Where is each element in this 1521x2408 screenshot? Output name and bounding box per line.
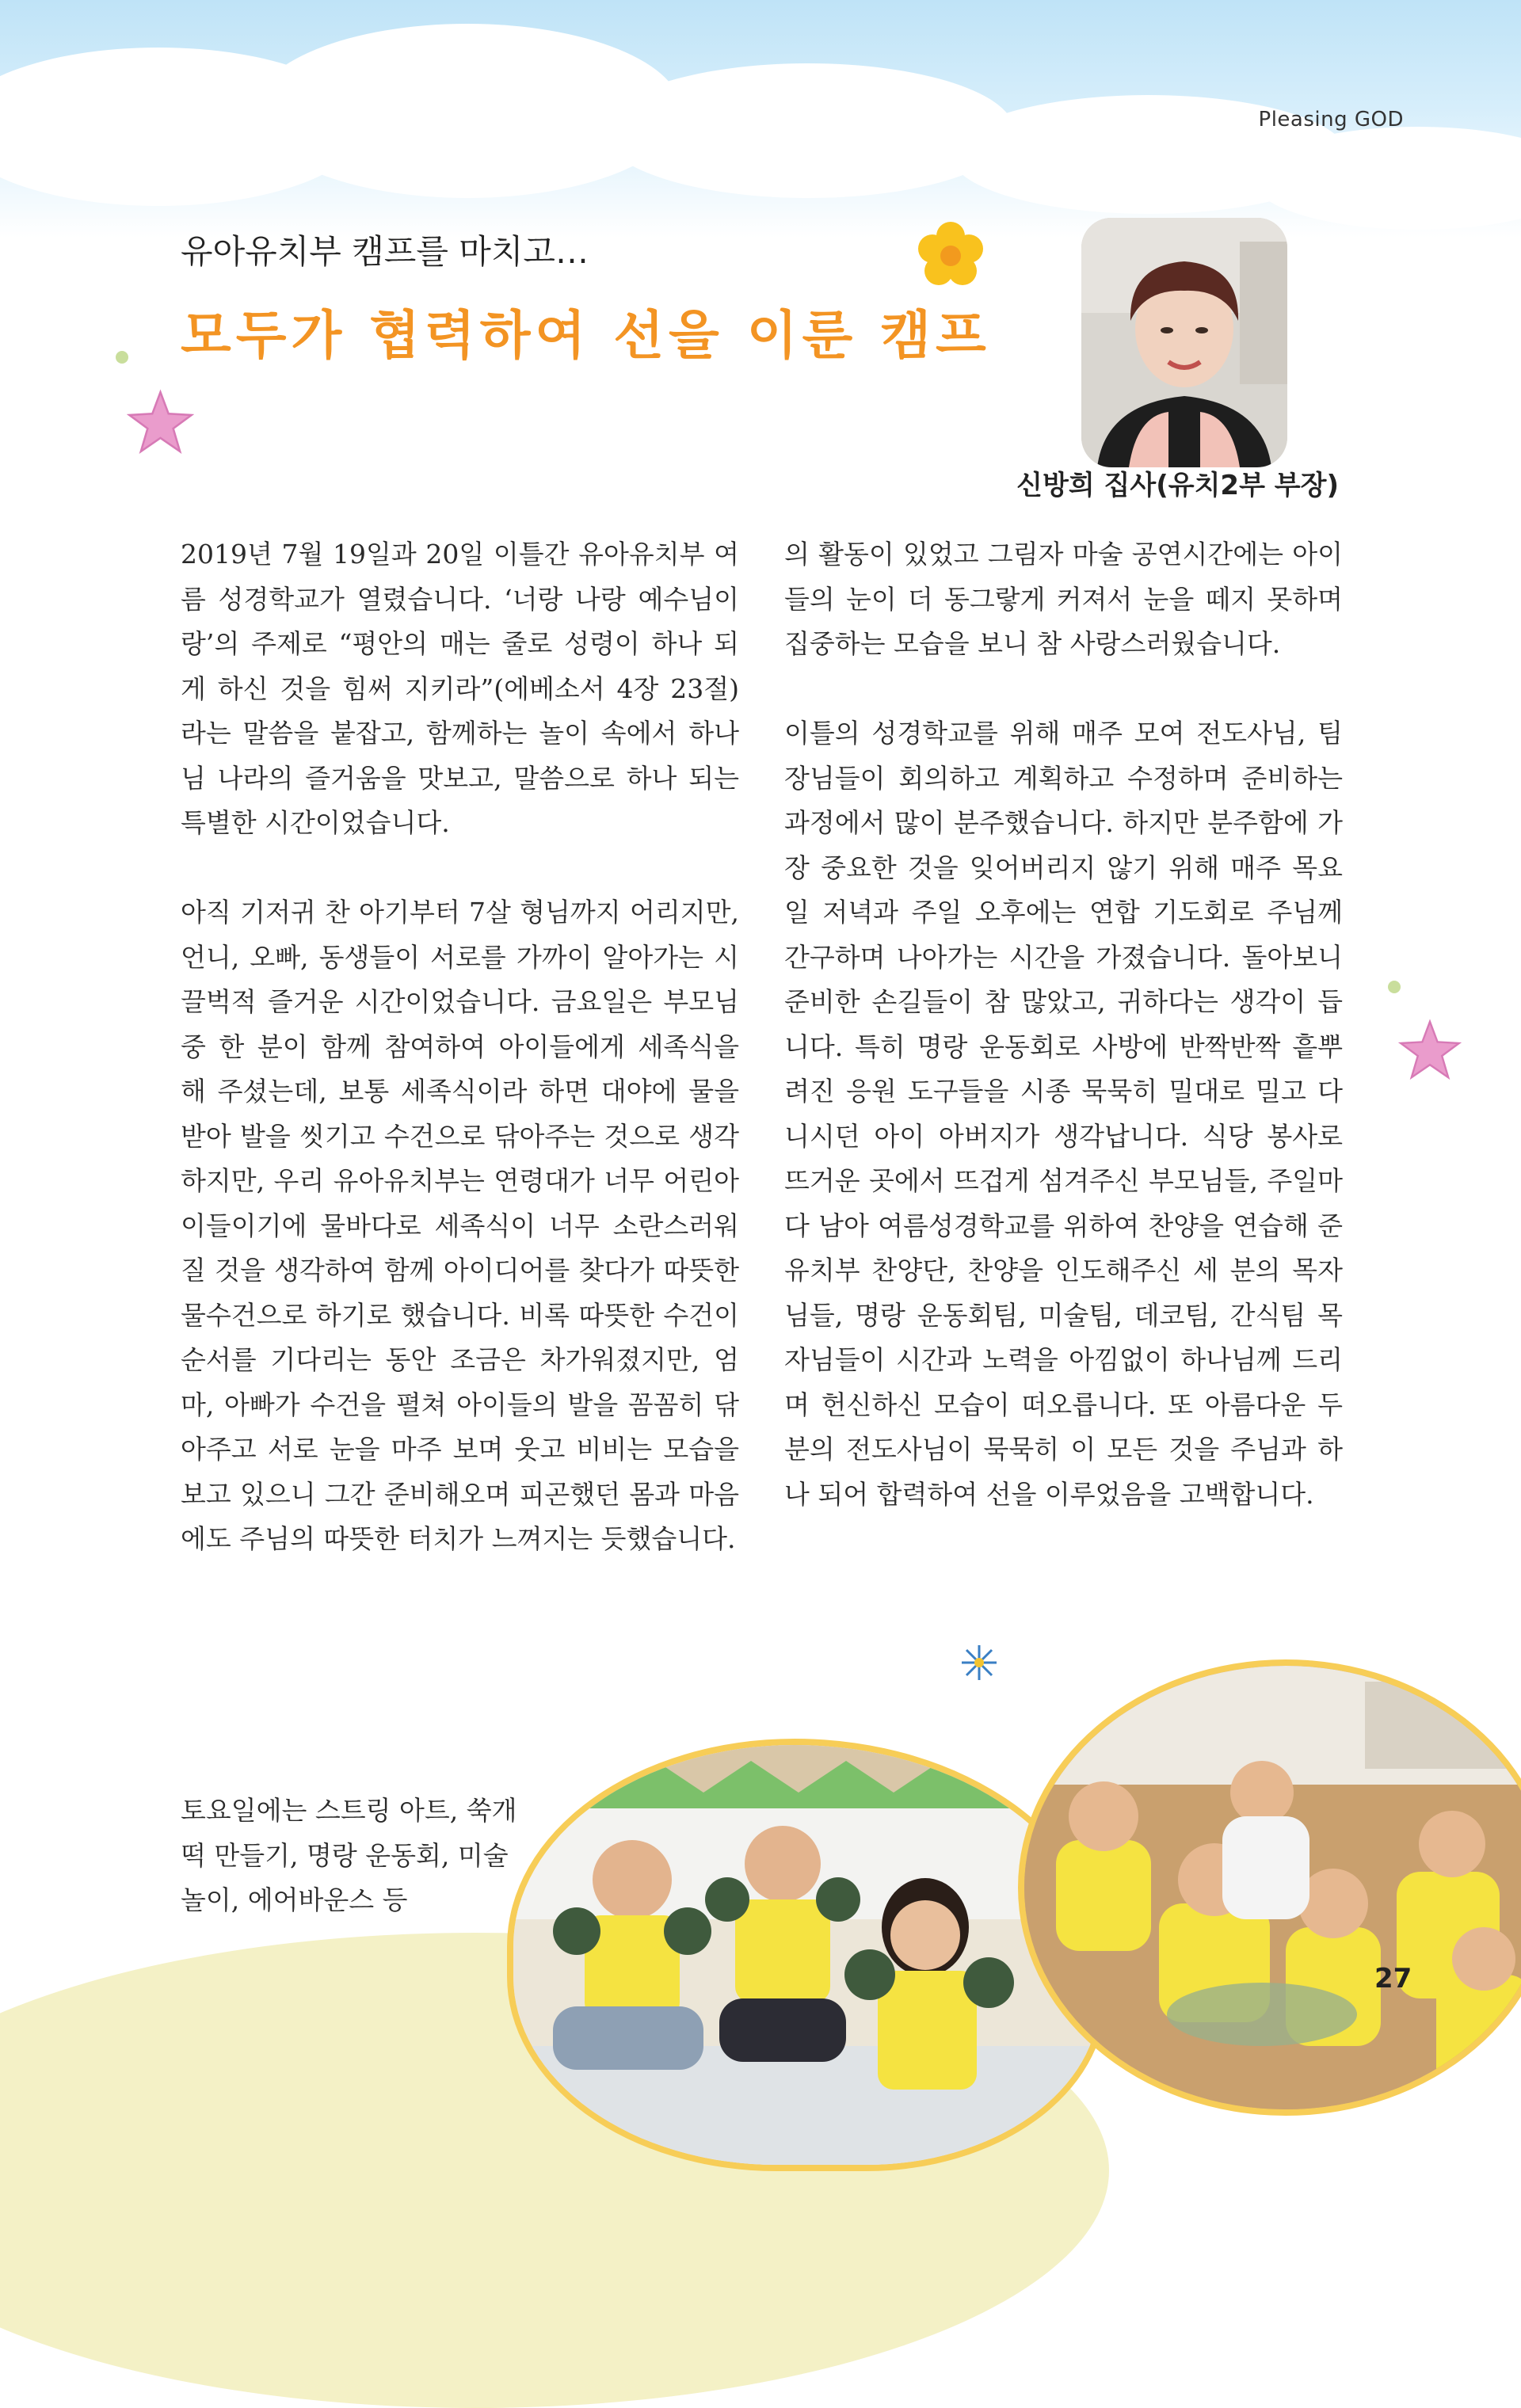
sparkle-icon [960,1644,998,1682]
magazine-brand: Pleasing GOD [1258,108,1404,131]
star-icon [127,388,194,455]
cloud [602,63,1014,198]
paragraph: 아직 기저귀 찬 아기부터 7살 형님까지 어리지만, 언니, 오빠, 동생들이 서로를 가까이 알아가는 시끌벅적 즐거운 시간이었습니다. 금요일은 부모님 중 한 분이 함께 참여하여 아이들에게 세족식을 해 주셨는데, 보통 세족식이라 하면 대야에 물을 받아 발을 씻기고 수건으로 닦아주는 것으로 생각하지만, 우리 유아유치부는 연령대가 너무 어린아이들이기에 물바다로 세족식이 너무 소란스러워질 것을 생각하여 함께 아이디어를 찾다가 따뜻한 물수건으로 하기로 했습니다. 비록 따뜻한 수건이 순서를 기다리는 동안 조금은 차가워졌지만, 엄마, 아빠가 수건을 펼쳐 아이들의 발을 꼼꼼히 닦아주고 서로 눈을 마주 보며 웃고 비비는 모습을 보고 있으니 그간 준비해오며 피곤했던 몸과 마음에도 주님의 따뜻한 터치가 느껴지는 듯했습니다. [181,897,739,1554]
page-number: 27 [1374,1963,1412,1995]
decor-dot [1388,981,1401,993]
right-column [784,532,1343,1517]
camp-photo-children-painted-hands [507,1739,1106,2171]
author-caption: 신방희 집사(유치2부 부장) [1016,470,1339,501]
left-column [181,532,739,1562]
paragraph: 의 활동이 있었고 그림자 마술 공연시간에는 아이들의 눈이 더 동그랗게 커져서 눈을 떼지 못하며 집중하는 모습을 보니 참 사랑스러웠습니다. [784,539,1343,659]
paragraph: 토요일에는 스트링 아트, 쑥개떡 만들기, 명랑 운동회, 미술놀이, 에어바운스 등 [181,1795,517,1915]
star-icon [1398,1018,1462,1081]
author-portrait [1081,218,1287,467]
flower-icon [915,220,986,291]
article-subtitle: 유아유치부 캠프를 마치고… [181,232,589,271]
article-title: 모두가 협력하여 선을 이룬 캠프 [181,305,991,366]
paragraph: 이틀의 성경학교를 위해 매주 모여 전도사님, 팀장님들이 회의하고 계획하고 수정하며 준비하는 과정에서 많이 분주했습니다. 하지만 분주함에 가장 중요한 것을 잊어버리지 않기 위해 매주 목요일 저녁과 주일 오후에는 연합 기도회로 주님께 간구하며 나아가는 시간을 가졌습니다. 돌아보니 준비한 손길들이 참 많았고, 귀하다는 생각이 듭니다. 특히 명랑 운동회로 사방에 반짝반짝 흩뿌려진 응원 도구들을 시종 묵묵히 밀대로 밀고 다니시던 아이 아버지가 생각납니다. 식당 봉사로 뜨거운 곳에서 뜨겁게 섬겨주신 부모님들, 주일마다 남아 여름성경학교를 위하여 찬양을 연습해 준 유치부 찬양단, 찬양을 인도해주신 세 분의 목자님들, 명랑 운동회팀, 미술팀, 데코팀, 간식팀 목자님들이 시간과 노력을 아낌없이 하나님께 드리며 헌신하신 모습이 떠오릅니다. 또 아름다운 두 분의 전도사님이 묵묵히 이 모든 것을 주님과 하나 되어 합력하여 선을 이루었음을 고백합니다. [784,718,1343,1510]
decor-dot [116,351,128,364]
paragraph: 2019년 7월 19일과 20일 이틀간 유아유치부 여름 성경학교가 열렸습니다. ‘너랑 나랑 예수님이랑’의 주제로 “평안의 매는 줄로 성령이 하나 되게 하신 것을 힘써 지키라”(에베소서 4장 23절)라는 말씀을 붙잡고, 함께하는 놀이 속에서 하나님 나라의 즐거움을 맛보고, 말씀으로 하나 되는 특별한 시간이었습니다. [181,539,739,838]
